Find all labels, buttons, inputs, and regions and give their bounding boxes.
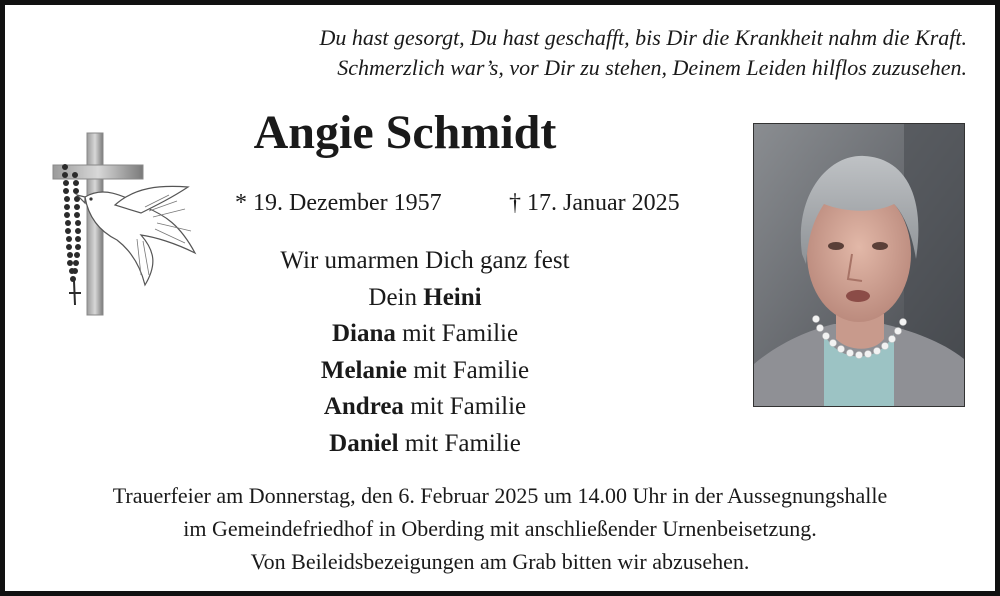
poem-line-1: Du hast gesorgt, Du hast geschafft, bis Dir die Krankheit nahm die Kraft. — [319, 25, 967, 50]
family-line — [245, 353, 605, 390]
death-date: † 17. Januar 2025 — [509, 190, 680, 216]
footer-line-3: Von Beileidsbezeigungen am Grab bitten wir abzusehen. — [250, 549, 750, 574]
family-member-name: Melanie — [320, 356, 407, 384]
family-line — [245, 389, 605, 426]
family-member-suffix: mit Familie — [404, 429, 521, 457]
deceased-name: Angie Schmidt — [253, 106, 557, 159]
footer-line-2: im Gemeindefriedhof in Oberding mit anschließender Urnenbeisetzung. — [183, 516, 817, 541]
family-line — [245, 316, 605, 353]
family-member-suffix: mit Familie — [410, 393, 527, 420]
family-member-suffix: mit Familie — [413, 356, 530, 384]
family-member-name: Diana — [331, 320, 396, 347]
funeral-info — [5, 479, 995, 578]
family-member-suffix: mit Familie — [402, 320, 519, 347]
poem-line-2: Schmerzlich war’s, vor Dir zu stehen, Deinem Leiden hilflos zuzusehen. — [337, 55, 967, 80]
family-intro: Wir umarmen Dich ganz fest — [280, 247, 570, 274]
family-signatures — [245, 243, 605, 462]
poem — [67, 23, 967, 83]
heini-name: Heini — [423, 283, 482, 311]
family-member-name: Andrea — [323, 393, 404, 420]
family-line-heini — [245, 280, 605, 317]
family-member-name: Daniel — [329, 429, 399, 457]
portrait-photo — [753, 123, 965, 407]
cross-dove-rosary-icon — [45, 125, 205, 325]
dein-label: Dein — [368, 283, 417, 311]
birth-date: * 19. Dezember 1957 — [235, 190, 442, 216]
family-line — [245, 426, 605, 463]
footer-line-1: Trauerfeier am Donnerstag, den 6. Februar 2025 um 14.00 Uhr in der Aussegnungshalle — [112, 483, 888, 508]
